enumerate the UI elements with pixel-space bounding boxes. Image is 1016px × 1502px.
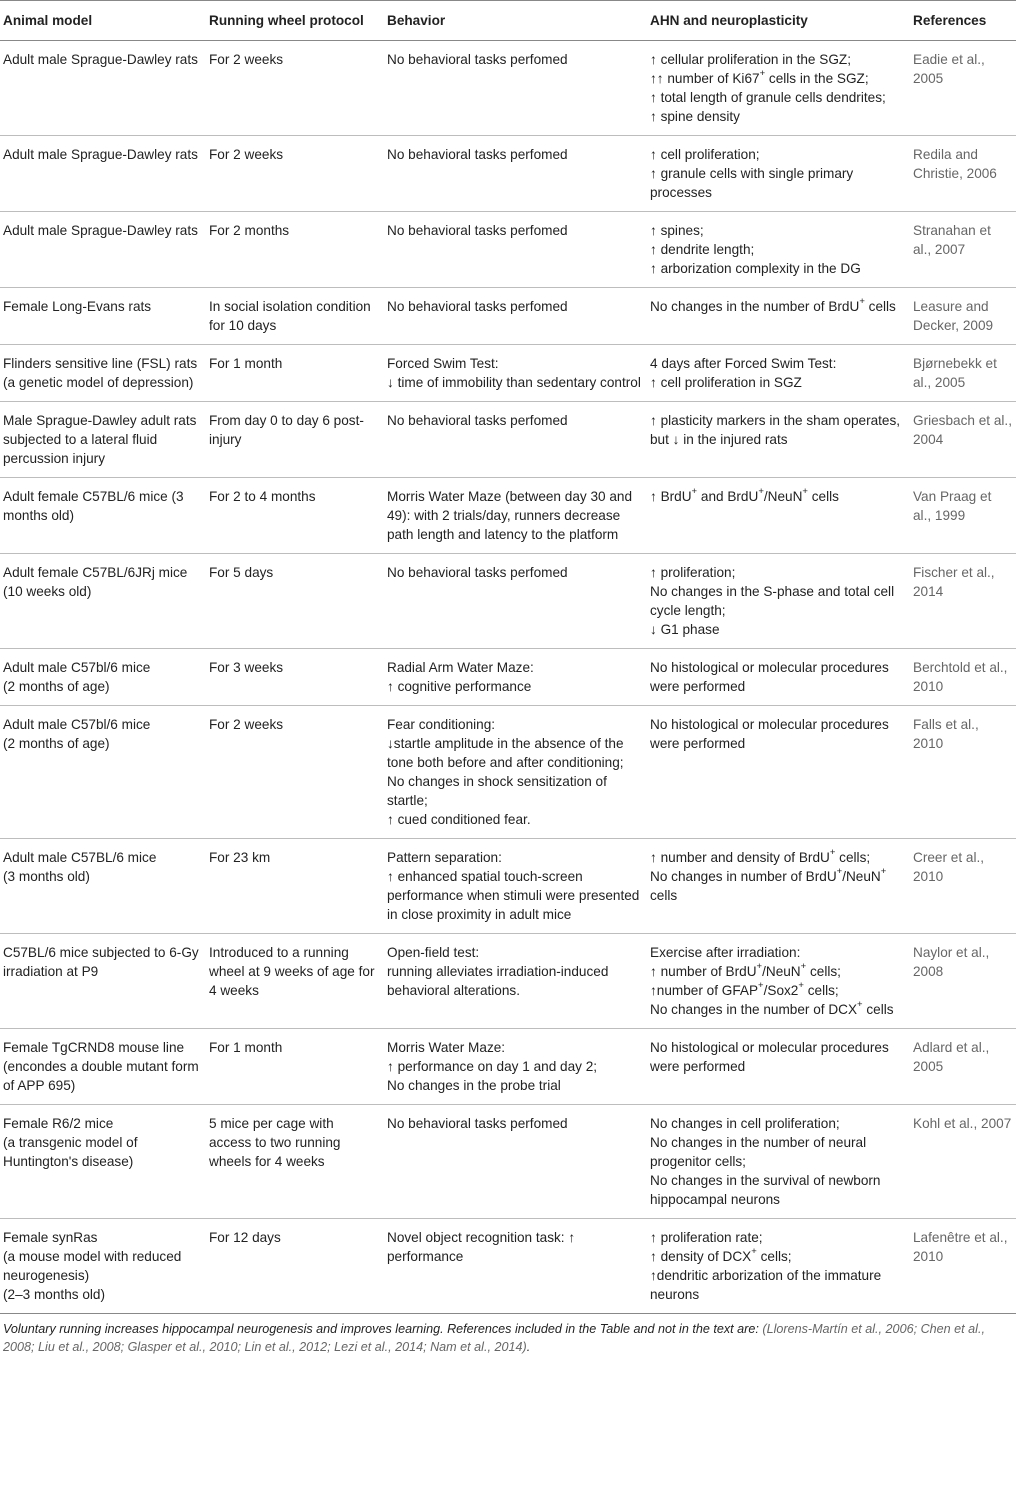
cell-line: From day 0 to day 6 post-injury — [209, 413, 364, 447]
cell-line: Female Long-Evans rats — [3, 299, 152, 314]
cell-running-protocol — [205, 288, 383, 345]
cell-line: Novel object recognition task: ↑ performance — [387, 1230, 576, 1264]
cell-animal-model — [0, 649, 205, 706]
cell-line: Adult male Sprague-Dawley rats — [3, 147, 198, 162]
header-references: References — [909, 1, 1016, 41]
cell-line: No changes in shock sensitization of startle; — [387, 774, 607, 808]
cell-line: running alleviates irradiation-induced behavioral alterations. — [387, 964, 609, 998]
cell-ahn-neuroplasticity — [646, 554, 909, 649]
cell-animal-model — [0, 554, 205, 649]
cell-line: Adult male C57BL/6 mice — [3, 850, 157, 865]
cell-reference: Leasure and Decker, 2009 — [909, 288, 1016, 345]
cell-running-protocol — [205, 402, 383, 478]
cell-line: Female synRas — [3, 1230, 98, 1245]
cell-running-protocol — [205, 934, 383, 1029]
cell-line: ↑ granule cells with single primary processes — [650, 166, 854, 200]
cell-line: Adult male Sprague-Dawley rats — [3, 223, 198, 238]
footnote-references: (Llorens-Martín et al., 2006; Chen et al., 2008; Liu et al., 2008; Glasper et al., 2010; Lin et al., 2012; Lezi et al., 2014; Nam et al., 2014) — [3, 1322, 985, 1354]
cell-line: ↑ performance on day 1 and day 2; — [387, 1059, 598, 1074]
table-row — [0, 41, 1016, 136]
cell-ahn-neuroplasticity — [646, 649, 909, 706]
cell-line: ↓ G1 phase — [650, 622, 720, 637]
cell-behavior — [383, 212, 646, 288]
cell-running-protocol — [205, 554, 383, 649]
cell-line: ↑ density of DCX+ cells; — [650, 1246, 792, 1264]
footnote-text: Voluntary running increases hippocampal neurogenesis and improves learning. References included in the Table and not in the text are: — [3, 1322, 763, 1336]
cell-line: For 23 km — [209, 850, 271, 865]
footnote-end: . — [526, 1340, 531, 1354]
cell-line: No histological or molecular procedures were performed — [650, 717, 889, 751]
cell-line: ↑ BrdU+ and BrdU+/NeuN+ cells — [650, 486, 839, 504]
cell-behavior — [383, 41, 646, 136]
cell-line: In social isolation condition for 10 days — [209, 299, 371, 333]
table-row — [0, 1219, 1016, 1314]
cell-running-protocol — [205, 1219, 383, 1314]
cell-animal-model — [0, 288, 205, 345]
cell-line: Introduced to a running wheel at 9 weeks of age for 4 weeks — [209, 945, 375, 998]
cell-line: ↑ dendrite length; — [650, 242, 755, 257]
cell-line: ↑ enhanced spatial touch-screen performance when stimuli were presented in close proximity in adult mice — [387, 869, 640, 922]
cell-reference: Adlard et al., 2005 — [909, 1029, 1016, 1105]
cell-running-protocol — [205, 706, 383, 839]
cell-line: ↑ spines; — [650, 223, 704, 238]
cell-reference: Redila and Christie, 2006 — [909, 136, 1016, 212]
cell-line: C57BL/6 mice subjected to 6-Gy irradiation at P9 — [3, 945, 199, 979]
cell-ahn-neuroplasticity — [646, 345, 909, 402]
cell-behavior — [383, 288, 646, 345]
cell-line: ↑↑ number of Ki67+ cells in the SGZ; — [650, 68, 869, 86]
cell-line: (3 months old) — [3, 869, 90, 884]
table-body — [0, 41, 1016, 1314]
cell-line: No changes in the number of neural progenitor cells; — [650, 1135, 867, 1169]
cell-line: Female TgCRND8 mouse line (encondes a double mutant form of APP 695) — [3, 1040, 199, 1093]
cell-line: 4 days after Forced Swim Test: — [650, 356, 837, 371]
table-footnote — [0, 1314, 1016, 1356]
cell-line: No behavioral tasks perfomed — [387, 1116, 568, 1131]
cell-ahn-neuroplasticity — [646, 1219, 909, 1314]
cell-animal-model — [0, 136, 205, 212]
cell-line: No changes in the survival of newborn hippocampal neurons — [650, 1173, 881, 1207]
cell-reference: Kohl et al., 2007 — [909, 1105, 1016, 1219]
cell-line: For 1 month — [209, 1040, 283, 1055]
cell-ahn-neuroplasticity — [646, 41, 909, 136]
cell-animal-model — [0, 934, 205, 1029]
cell-ahn-neuroplasticity — [646, 1105, 909, 1219]
header-row — [0, 1, 1016, 41]
cell-line: ↑ cellular proliferation in the SGZ; — [650, 52, 851, 67]
table-row — [0, 136, 1016, 212]
cell-animal-model — [0, 1105, 205, 1219]
cell-line: ↑ cell proliferation in SGZ — [650, 375, 802, 390]
cell-line: Adult male C57bl/6 mice — [3, 717, 151, 732]
cell-line: No changes in number of BrdU+/NeuN+ cells — [650, 866, 887, 903]
cell-ahn-neuroplasticity — [646, 1029, 909, 1105]
cell-line: No behavioral tasks perfomed — [387, 223, 568, 238]
cell-behavior — [383, 649, 646, 706]
cell-line: ↑ spine density — [650, 109, 740, 124]
table-row — [0, 934, 1016, 1029]
cell-behavior — [383, 706, 646, 839]
cell-line: Exercise after irradiation: — [650, 945, 801, 960]
cell-line: No behavioral tasks perfomed — [387, 147, 568, 162]
cell-line: Open-field test: — [387, 945, 480, 960]
cell-line: No changes in the number of BrdU+ cells — [650, 296, 896, 314]
cell-line: Flinders sensitive line (FSL) rats (a genetic model of depression) — [3, 356, 198, 390]
cell-line: For 12 days — [209, 1230, 281, 1245]
cell-line: Adult female C57BL/6JRj mice — [3, 565, 188, 580]
cell-line: No changes in the number of DCX+ cells — [650, 999, 894, 1017]
cell-line: No behavioral tasks perfomed — [387, 413, 568, 428]
cell-line: ↑ cued conditioned fear. — [387, 812, 531, 827]
cell-ahn-neuroplasticity — [646, 288, 909, 345]
cell-animal-model — [0, 402, 205, 478]
cell-running-protocol — [205, 136, 383, 212]
cell-reference: Van Praag et al., 1999 — [909, 478, 1016, 554]
cell-running-protocol — [205, 41, 383, 136]
cell-line: ↑ total length of granule cells dendrites; — [650, 90, 886, 105]
cell-line: No changes in the probe trial — [387, 1078, 561, 1093]
header-behavior: Behavior — [383, 1, 646, 41]
table-row — [0, 1105, 1016, 1219]
cell-ahn-neuroplasticity — [646, 136, 909, 212]
cell-line: ↑ arborization complexity in the DG — [650, 261, 861, 276]
cell-running-protocol — [205, 1105, 383, 1219]
table-row — [0, 554, 1016, 649]
cell-line: ↑ cognitive performance — [387, 679, 532, 694]
cell-line: No behavioral tasks perfomed — [387, 565, 568, 580]
header-ahn-neuroplasticity: AHN and neuroplasticity — [646, 1, 909, 41]
cell-animal-model — [0, 839, 205, 934]
cell-running-protocol — [205, 649, 383, 706]
cell-behavior — [383, 136, 646, 212]
cell-behavior — [383, 1105, 646, 1219]
cell-line: ↑ plasticity markers in the sham operates, but ↓ in the injured rats — [650, 413, 901, 447]
cell-line: No histological or molecular procedures were performed — [650, 1040, 889, 1074]
cell-line: For 2 weeks — [209, 52, 284, 67]
cell-line: No changes in cell proliferation; — [650, 1116, 840, 1131]
cell-ahn-neuroplasticity — [646, 478, 909, 554]
cell-ahn-neuroplasticity — [646, 212, 909, 288]
cell-reference: Eadie et al., 2005 — [909, 41, 1016, 136]
cell-behavior — [383, 478, 646, 554]
cell-running-protocol — [205, 212, 383, 288]
table-row — [0, 1029, 1016, 1105]
cell-line: 5 mice per cage with access to two running wheels for 4 weeks — [209, 1116, 341, 1169]
cell-line: (2 months of age) — [3, 736, 110, 751]
table-row — [0, 649, 1016, 706]
cell-line: Morris Water Maze (between day 30 and 49): with 2 trials/day, runners decrease path length and latency to the platform — [387, 489, 633, 542]
cell-reference: Fischer et al., 2014 — [909, 554, 1016, 649]
cell-line: Pattern separation: — [387, 850, 502, 865]
cell-line: Female R6/2 mice — [3, 1116, 114, 1131]
cell-line: ↑ proliferation rate; — [650, 1230, 763, 1245]
cell-behavior — [383, 345, 646, 402]
table-row — [0, 212, 1016, 288]
cell-line: ↓ time of immobility than sedentary control — [387, 375, 641, 390]
cell-line: Adult female C57BL/6 mice (3 months old) — [3, 489, 184, 523]
cell-animal-model — [0, 478, 205, 554]
cell-behavior — [383, 554, 646, 649]
cell-running-protocol — [205, 345, 383, 402]
cell-ahn-neuroplasticity — [646, 706, 909, 839]
cell-line: For 1 month — [209, 356, 283, 371]
cell-line: Forced Swim Test: — [387, 356, 499, 371]
cell-behavior — [383, 402, 646, 478]
cell-line: (a mouse model with reduced neurogenesis) — [3, 1249, 182, 1283]
cell-line: ↑ number of BrdU+/NeuN+ cells; — [650, 961, 841, 979]
cell-running-protocol — [205, 478, 383, 554]
cell-ahn-neuroplasticity — [646, 934, 909, 1029]
table-row — [0, 345, 1016, 402]
cell-animal-model — [0, 212, 205, 288]
header-animal-model: Animal model — [0, 1, 205, 41]
cell-line: ↓startle amplitude in the absence of the tone both before and after conditioning; — [387, 736, 624, 770]
cell-animal-model — [0, 345, 205, 402]
cell-line: (a transgenic model of Huntington's disease) — [3, 1135, 138, 1169]
cell-line: No changes in the S-phase and total cell cycle length; — [650, 584, 895, 618]
cell-animal-model — [0, 1029, 205, 1105]
cell-reference: Bjørnebekk et al., 2005 — [909, 345, 1016, 402]
cell-reference: Lafenêtre et al., 2010 — [909, 1219, 1016, 1314]
cell-animal-model — [0, 41, 205, 136]
cell-behavior — [383, 1029, 646, 1105]
cell-running-protocol — [205, 839, 383, 934]
cell-line: ↑number of GFAP+/Sox2+ cells; — [650, 980, 839, 998]
cell-line: Fear conditioning: — [387, 717, 496, 732]
cell-line: ↑ cell proliferation; — [650, 147, 760, 162]
cell-animal-model — [0, 706, 205, 839]
table-row — [0, 402, 1016, 478]
cell-reference: Creer et al., 2010 — [909, 839, 1016, 934]
cell-line: Morris Water Maze: — [387, 1040, 506, 1055]
cell-animal-model — [0, 1219, 205, 1314]
cell-line: Radial Arm Water Maze: — [387, 660, 534, 675]
table-row — [0, 288, 1016, 345]
cell-line: ↑dendritic arborization of the immature neurons — [650, 1268, 882, 1302]
cell-line: For 3 weeks — [209, 660, 284, 675]
cell-line: Adult male C57bl/6 mice — [3, 660, 151, 675]
cell-line: No behavioral tasks perfomed — [387, 52, 568, 67]
cell-line: ↑ number and density of BrdU+ cells; — [650, 847, 871, 865]
cell-ahn-neuroplasticity — [646, 839, 909, 934]
cell-line: For 2 weeks — [209, 717, 284, 732]
table-row — [0, 706, 1016, 839]
cell-line: (2 months of age) — [3, 679, 110, 694]
cell-reference: Naylor et al., 2008 — [909, 934, 1016, 1029]
cell-ahn-neuroplasticity — [646, 402, 909, 478]
table-row — [0, 839, 1016, 934]
cell-line: For 2 weeks — [209, 147, 284, 162]
cell-reference: Berchtold et al., 2010 — [909, 649, 1016, 706]
cell-reference: Stranahan et al., 2007 — [909, 212, 1016, 288]
cell-behavior — [383, 1219, 646, 1314]
table-row — [0, 478, 1016, 554]
cell-line: For 2 months — [209, 223, 290, 238]
cell-line: For 2 to 4 months — [209, 489, 316, 504]
cell-reference: Falls et al., 2010 — [909, 706, 1016, 839]
cell-line: Adult male Sprague-Dawley rats — [3, 52, 198, 67]
cell-line: ↑ proliferation; — [650, 565, 736, 580]
cell-line: (2–3 months old) — [3, 1287, 106, 1302]
cell-behavior — [383, 934, 646, 1029]
cell-line: No histological or molecular procedures were performed — [650, 660, 889, 694]
header-running-wheel-protocol: Running wheel protocol — [205, 1, 383, 41]
cell-running-protocol — [205, 1029, 383, 1105]
cell-line: Male Sprague-Dawley adult rats subjected to a lateral fluid percussion injury — [3, 413, 197, 466]
cell-line: For 5 days — [209, 565, 274, 580]
cell-behavior — [383, 839, 646, 934]
cell-line: No behavioral tasks perfomed — [387, 299, 568, 314]
cell-reference: Griesbach et al., 2004 — [909, 402, 1016, 478]
cell-line: (10 weeks old) — [3, 584, 92, 599]
